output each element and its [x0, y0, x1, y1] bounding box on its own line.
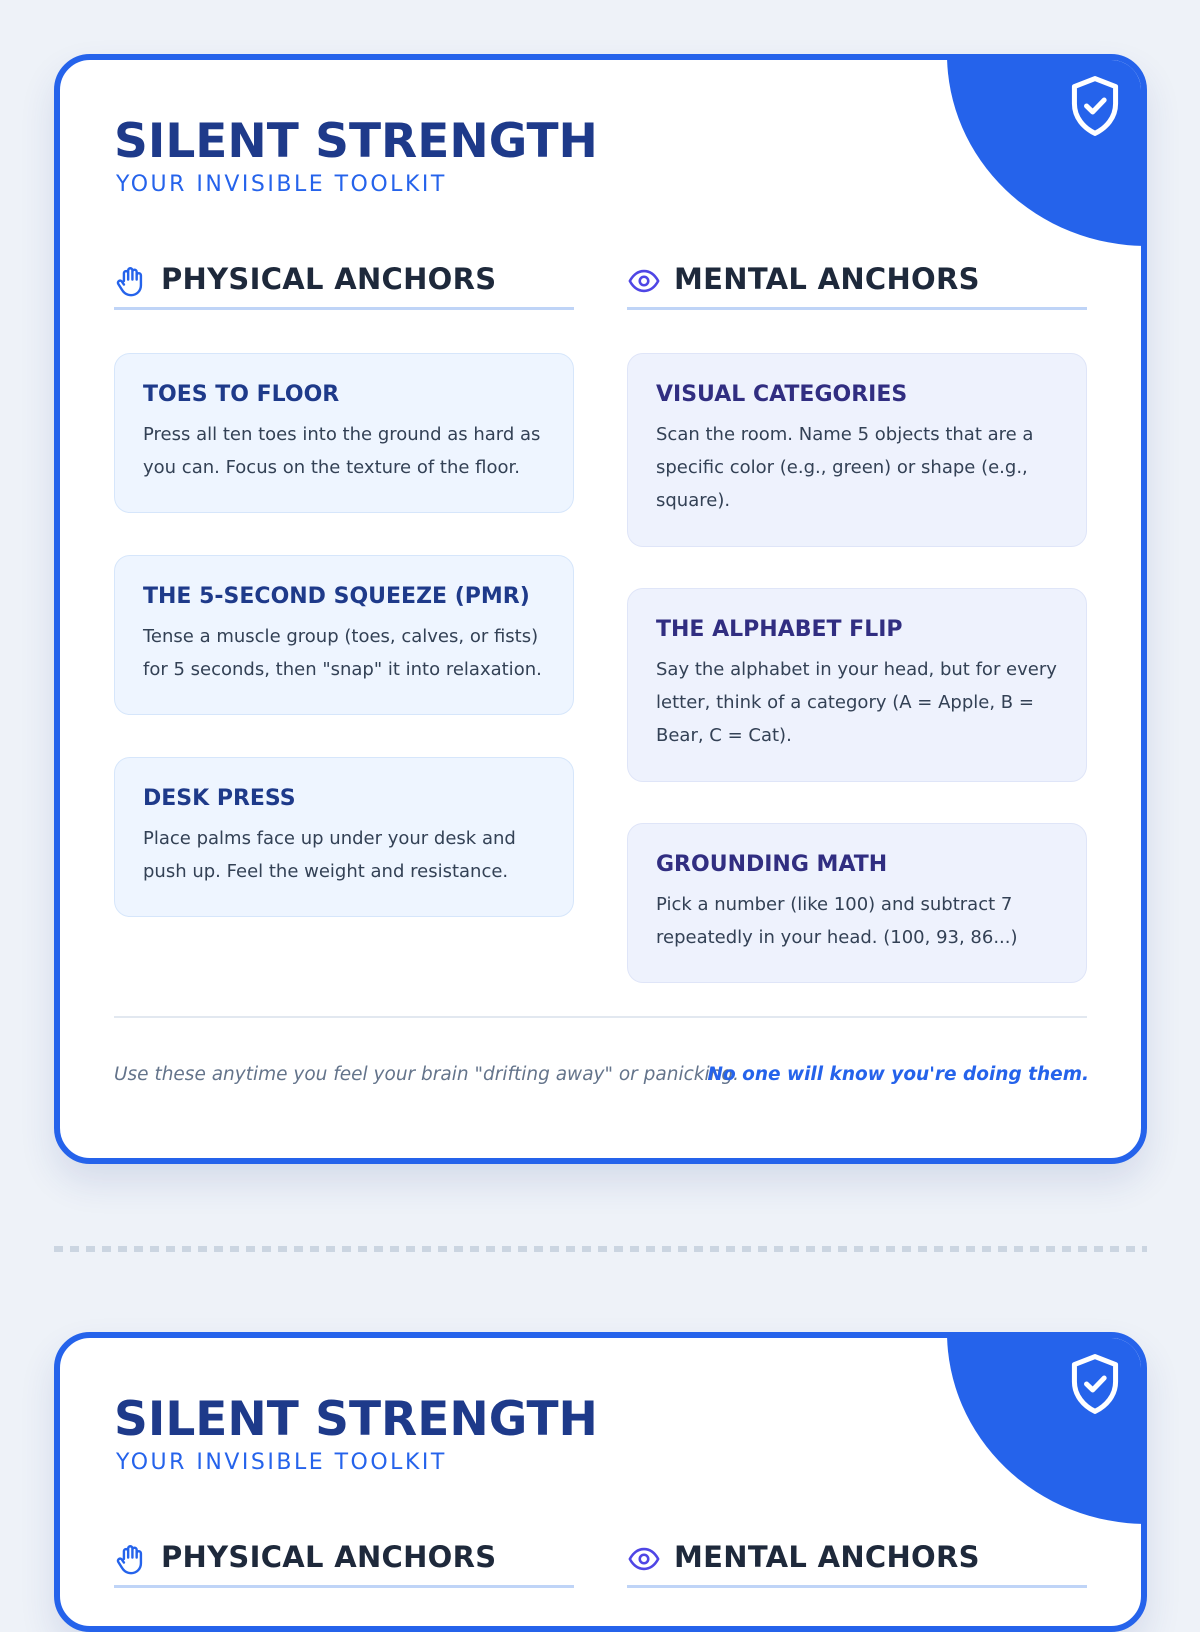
eye-icon	[627, 264, 661, 298]
anchor-card-alphabet-flip	[627, 588, 1087, 782]
anchor-description: Place palms face up under your desk and push up. Feel the weight and resistance.	[143, 828, 516, 882]
footer-divider	[114, 1016, 1087, 1018]
anchor-description: Tense a muscle group (toes, calves, or fists) for 5 seconds, then "snap" it into relaxation.	[143, 626, 542, 680]
mental-anchors-heading: MENTAL ANCHORS	[674, 1540, 980, 1574]
physical-anchors-column	[114, 254, 574, 882]
anchor-title: THE 5-SECOND SQUEEZE (PMR)	[143, 584, 530, 609]
hand-icon	[114, 1542, 148, 1576]
anchor-description: Scan the room. Name 5 objects that are a specific color (e.g., green) or shape (e.g., square).	[656, 424, 1034, 511]
anchor-title: TOES TO FLOOR	[143, 382, 340, 407]
page-separator	[54, 1246, 1147, 1252]
card-subtitle: YOUR INVISIBLE TOOLKIT	[116, 172, 447, 197]
physical-anchors-header	[114, 254, 574, 310]
toolkit-card	[54, 54, 1147, 1164]
card-subtitle: YOUR INVISIBLE TOOLKIT	[116, 1450, 447, 1475]
physical-anchors-heading: PHYSICAL ANCHORS	[161, 1540, 497, 1574]
anchor-title: THE ALPHABET FLIP	[656, 617, 903, 642]
anchor-title: VISUAL CATEGORIES	[656, 382, 908, 407]
mental-anchors-column	[627, 254, 1087, 948]
anchor-title: DESK PRESS	[143, 786, 296, 811]
anchor-description: Say the alphabet in your head, but for every letter, think of a category (A = Apple, B = Bear, C = Cat).	[656, 659, 1057, 746]
anchor-card-desk-press	[114, 757, 574, 917]
corner-accent	[947, 1332, 1147, 1524]
footer-emphasis: No one will know you're doing them.	[707, 1064, 1089, 1085]
mental-anchors-header	[627, 1532, 1087, 1588]
anchor-description: Pick a number (like 100) and subtract 7 repeatedly in your head. (100, 93, 86...)	[656, 894, 1018, 948]
card-title: SILENT STRENGTH	[114, 114, 598, 169]
card-title: SILENT STRENGTH	[114, 1392, 598, 1447]
anchor-card-visual-categories	[627, 353, 1087, 547]
mental-anchors-heading: MENTAL ANCHORS	[674, 262, 980, 296]
mental-anchors-column	[627, 1532, 1087, 1588]
anchor-card-grounding-math	[627, 823, 1087, 983]
shield-check-icon	[1067, 74, 1123, 138]
physical-anchors-heading: PHYSICAL ANCHORS	[161, 262, 497, 296]
hand-icon	[114, 264, 148, 298]
physical-anchors-column	[114, 1532, 574, 1588]
toolkit-card-copy	[54, 1332, 1147, 1632]
mental-anchors-header	[627, 254, 1087, 310]
shield-check-icon	[1067, 1352, 1123, 1416]
anchor-description: Press all ten toes into the ground as hard as you can. Focus on the texture of the floor.	[143, 424, 541, 478]
anchor-title: GROUNDING MATH	[656, 852, 888, 877]
anchor-card-5-second-squeeze	[114, 555, 574, 715]
corner-accent	[947, 54, 1147, 246]
anchor-card-toes-to-floor	[114, 353, 574, 513]
physical-anchors-header	[114, 1532, 574, 1588]
footer-note: Use these anytime you feel your brain "drifting away" or panicking.	[114, 1064, 739, 1085]
eye-icon	[627, 1542, 661, 1576]
